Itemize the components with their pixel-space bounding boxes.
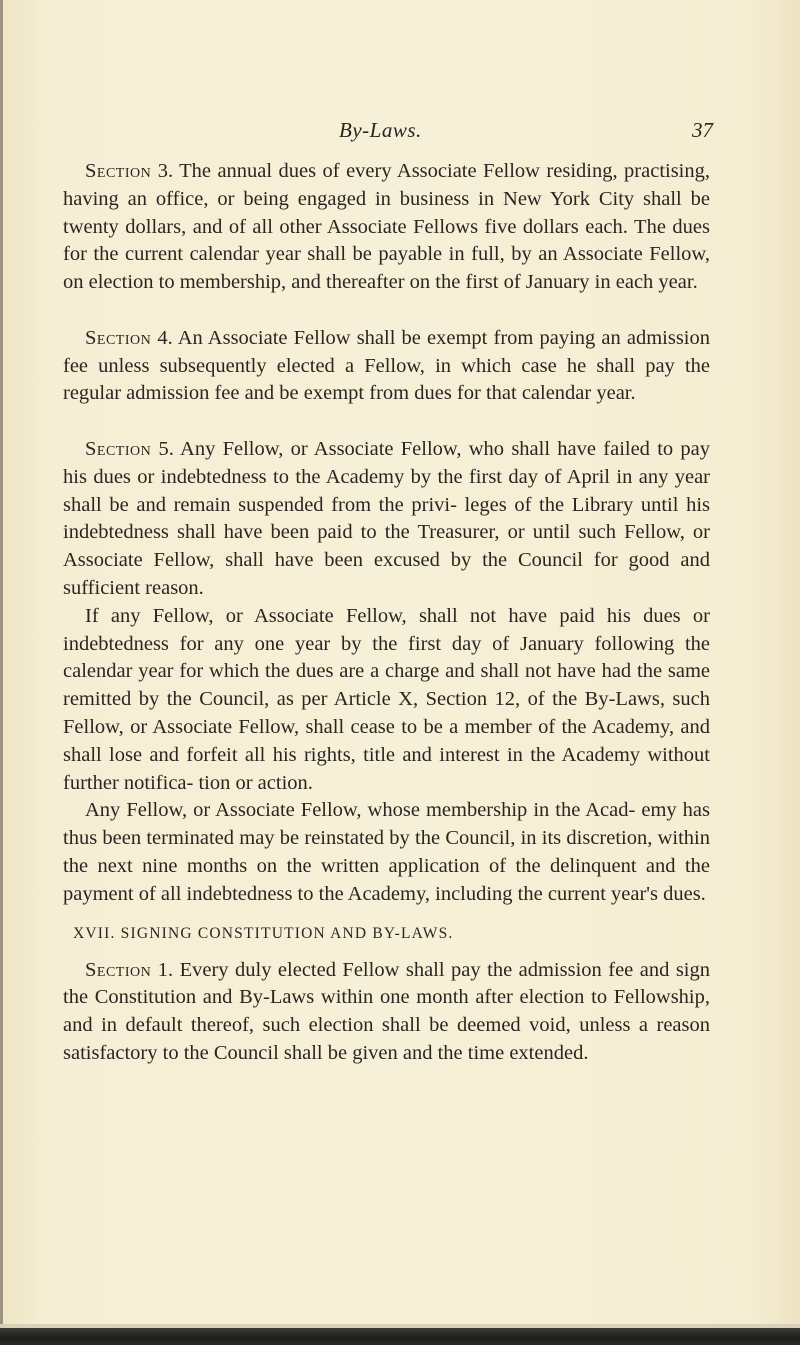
section-label: Section bbox=[85, 958, 152, 981]
section-number: 3. bbox=[157, 160, 174, 182]
paragraph-text: The annual dues of every Associate Fellow residing, practising, having an office, or being engaged in business in New York City shall be twenty dollars, and of all other Associate Fellows five dollars each. The dues for the current calendar year shall be payable in full, by an Associate Fellow, on election to membership, and thereafter on the first of January in each year. bbox=[63, 160, 711, 294]
reinstatement-paragraph: Any Fellow, or Associate Fellow, whose membership in the Acad- emy has thus been terminated may be reinstated by the Council, in its discretion, within the next nine months on the written application of the delinquent and the payment of all indebtedness to the Academy, including the current year's dues. bbox=[63, 799, 710, 905]
section-number: 4. bbox=[157, 326, 173, 349]
section-number: 5. bbox=[158, 437, 174, 460]
section-number: 1. bbox=[157, 958, 174, 981]
section-label: Section bbox=[85, 160, 152, 182]
section-label: Section bbox=[85, 437, 152, 460]
page-binding-edge bbox=[0, 0, 3, 1345]
page-number: 37 bbox=[692, 118, 713, 142]
forfeiture-paragraph: If any Fellow, or Associate Fellow, shall not have paid his dues or indebtedness for any one year by the first day of January following the calendar year for which the dues are a charge and shall not have had the same remitted by the Council, as per Article X, Section 12, of the By-Laws, such Fellow, or Associate Fellow, shall cease to be a member of the Academy, and shall lose and forfeit all his rights, title and interest in the Academy without further notifica- tion or action. bbox=[63, 604, 710, 794]
section-label: Section bbox=[85, 326, 152, 349]
signing-section-1-paragraph bbox=[63, 957, 710, 1068]
running-head: By-Laws. bbox=[339, 118, 422, 142]
paragraph-text: Any Fellow, or Associate Fellow, who shall have failed to pay his dues or indebtedness to the Academy by the first day of April in any year shall be and remain suspended from the privi- leges of the Library until his indebtedness shall have been paid to the Treasurer, or until such Fellow, or Associate Fellow, shall have been excused by the Council for good and sufficient reason. bbox=[63, 437, 711, 599]
section-4-paragraph bbox=[63, 325, 710, 408]
body-text bbox=[63, 158, 710, 1068]
section-3-paragraph bbox=[63, 158, 710, 297]
article-heading: XVII. SIGNING CONSTITUTION AND BY-LAWS. bbox=[73, 924, 454, 942]
scan-bottom-border bbox=[0, 1328, 800, 1345]
paragraph-text: Every duly elected Fellow shall pay the admission fee and sign the Constitution and By-Laws within one month after election to Fellowship, and in default thereof, such election shall be deemed void, unless a reason satisfactory to the Council shall be given and the time extended. bbox=[63, 958, 711, 1064]
section-5-paragraph bbox=[63, 436, 710, 603]
paragraph-text: An Associate Fellow shall be exempt from paying an admission fee unless subsequently elected a Fellow, in which case he shall pay the regular admission fee and be exempt from dues for that calendar year. bbox=[63, 326, 711, 405]
page-header bbox=[0, 118, 800, 148]
